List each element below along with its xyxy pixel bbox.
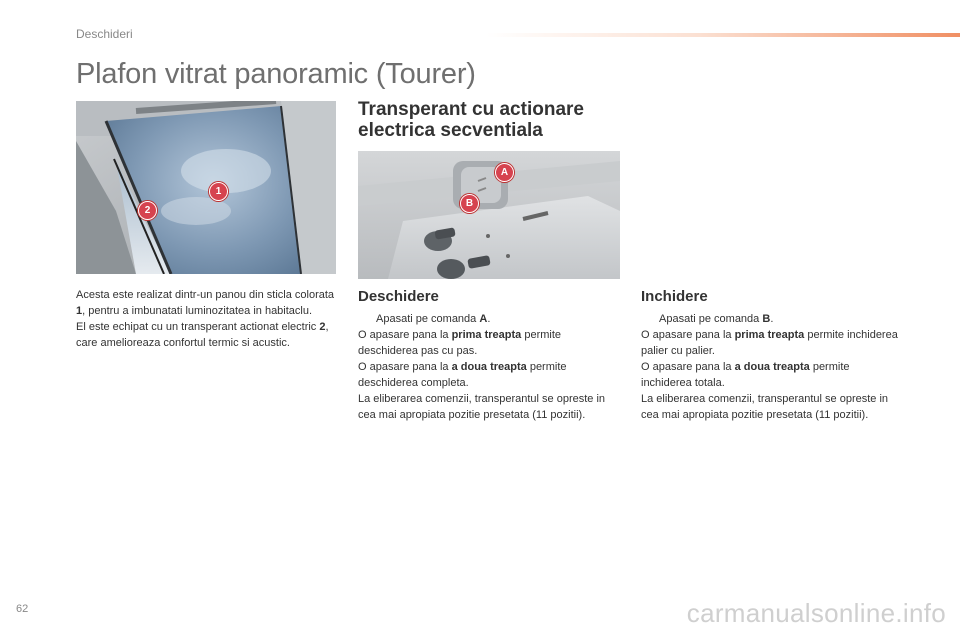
opening-text [358, 311, 618, 423]
closing-control-b: B [762, 313, 771, 325]
opening-text-run: O apasare pana la [358, 361, 452, 373]
callout-badge-b [460, 194, 479, 213]
section-title-line-1: Transperant cu actionare [358, 99, 584, 120]
opening-bold: a doua treapta [451, 361, 527, 373]
intro-ref-1: 1 [76, 305, 83, 317]
callout-label: 2 [144, 205, 151, 216]
intro-text: El este echipat cu un transperant actionat electric [76, 321, 320, 333]
panoramic-roof-illustration [76, 101, 336, 274]
chapter-title: Deschideri [76, 27, 133, 41]
opening-control-a: A [479, 313, 488, 325]
opening-bold: prima treapta [451, 329, 522, 341]
closing-text-run: O apasare pana la [641, 361, 735, 373]
closing-step-end: . [770, 313, 774, 325]
closing-text-run: permite inchiderea totala. [641, 361, 850, 389]
page-title: Plafon vitrat panoramic (Tourer) [76, 58, 476, 90]
callout-badge-2 [138, 201, 157, 220]
closing-bold: a doua treapta [734, 361, 810, 373]
closing-text [641, 311, 901, 423]
callout-badge-1 [209, 182, 228, 201]
intro-text: , care amelioreaza confortul termic si acustic. [76, 321, 329, 349]
callout-label: A [500, 167, 509, 178]
closing-step: Apasati pe comanda [659, 313, 763, 325]
section-title-line-2: electrica secventiala [358, 120, 543, 141]
opening-step-end: . [487, 313, 491, 325]
closing-text-run: permite inchiderea palier cu palier. [641, 329, 898, 357]
intro-text: Acesta este realizat dintr-un panou din sticla colorata [76, 289, 335, 301]
closing-title: Inchidere [641, 288, 708, 305]
callout-label: B [465, 198, 474, 209]
opening-text-run: O apasare pana la [358, 329, 452, 341]
intro-ref-2: 2 [319, 321, 326, 333]
blind-controls-illustration [358, 151, 620, 279]
closing-text-run: La eliberarea comenzii, transperantul se opreste in cea mai apropiata pozitie presetata (11 pozitii). [641, 393, 889, 421]
intro-text: , pentru a imbunatati luminozitatea in habitaclu. [82, 305, 313, 317]
callout-label: 1 [215, 186, 222, 197]
opening-text-run: permite deschiderea pas cu pas. [358, 329, 562, 357]
watermark: carmanualsonline.info [686, 598, 946, 628]
intro-paragraph [76, 287, 338, 351]
page-number: 62 [16, 603, 29, 615]
opening-title: Deschidere [358, 288, 439, 305]
opening-step: Apasati pe comanda [376, 313, 480, 325]
callout-badge-a [495, 163, 514, 182]
closing-bold: prima treapta [734, 329, 805, 341]
closing-text-run: O apasare pana la [641, 329, 735, 341]
opening-text-run: permite deschiderea completa. [358, 361, 567, 389]
opening-text-run: La eliberarea comenzii, transperantul se opreste in cea mai apropiata pozitie presetata (11 pozitii). [358, 393, 606, 421]
section-title [358, 99, 584, 141]
chapter-rule [486, 33, 960, 37]
